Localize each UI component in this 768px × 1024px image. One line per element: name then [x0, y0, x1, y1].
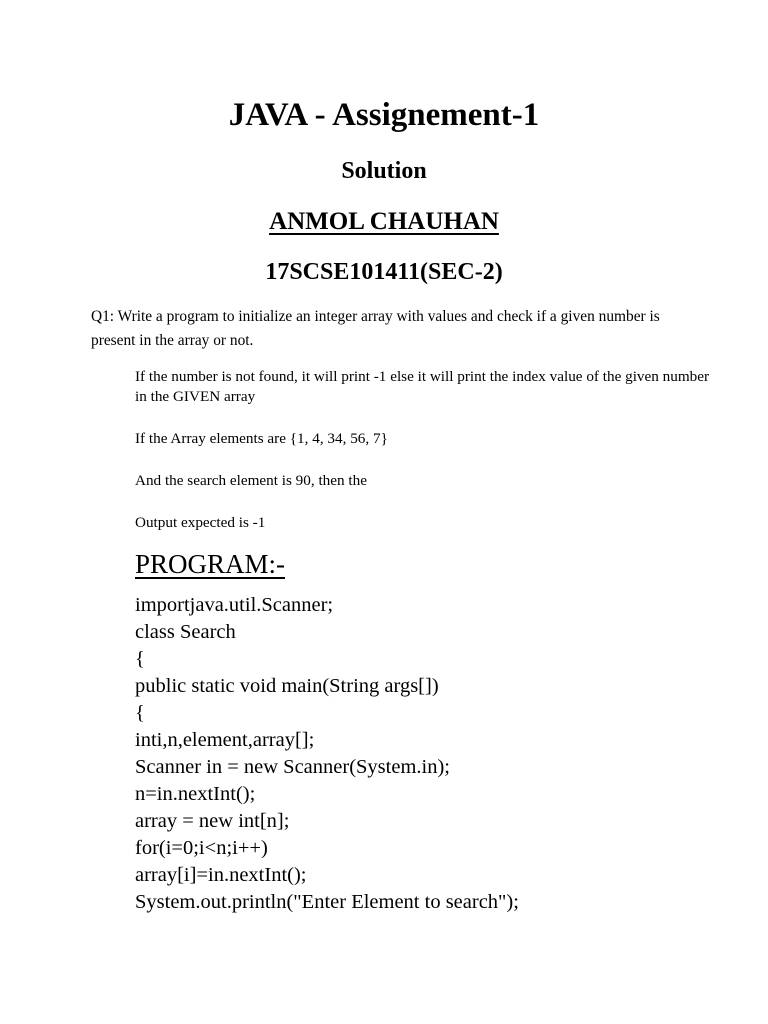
code-line: array = new int[n];: [135, 810, 290, 832]
question-detail: If the number is not found, it will print -1 else it will print the index value of the given number in the GIVEN array: [135, 368, 710, 405]
code-line: {: [135, 648, 145, 670]
question-detail: Output expected is -1: [135, 514, 266, 531]
program-heading: PROGRAM:-: [135, 549, 286, 579]
document-subtitle: Solution: [341, 158, 427, 184]
author-name: ANMOL CHAUHAN: [269, 208, 499, 235]
question-detail: If the Array elements are {1, 4, 34, 56, 7}: [135, 430, 388, 447]
document-title: JAVA - Assignement-1: [228, 97, 540, 133]
code-line: array[i]=in.nextInt();: [135, 864, 307, 886]
code-line: n=in.nextInt();: [135, 783, 256, 805]
code-line: inti,n,element,array[];: [135, 729, 315, 751]
code-line: for(i=0;i<n;i++): [135, 837, 268, 859]
question-detail: And the search element is 90, then the: [135, 472, 367, 489]
roll-number: 17SCSE101411(SEC-2): [265, 259, 503, 285]
code-line: public static void main(String args[]): [135, 675, 439, 697]
code-line: Scanner in = new Scanner(System.in);: [135, 756, 450, 778]
question-text: Q1: Write a program to initialize an integer array with values and check if a given number is present in the array or not.: [91, 308, 660, 349]
code-line: {: [135, 702, 145, 724]
code-line: class Search: [135, 621, 236, 643]
code-block: [135, 592, 519, 916]
code-line: System.out.println("Enter Element to search");: [135, 891, 519, 913]
code-line: importjava.util.Scanner;: [135, 594, 334, 616]
